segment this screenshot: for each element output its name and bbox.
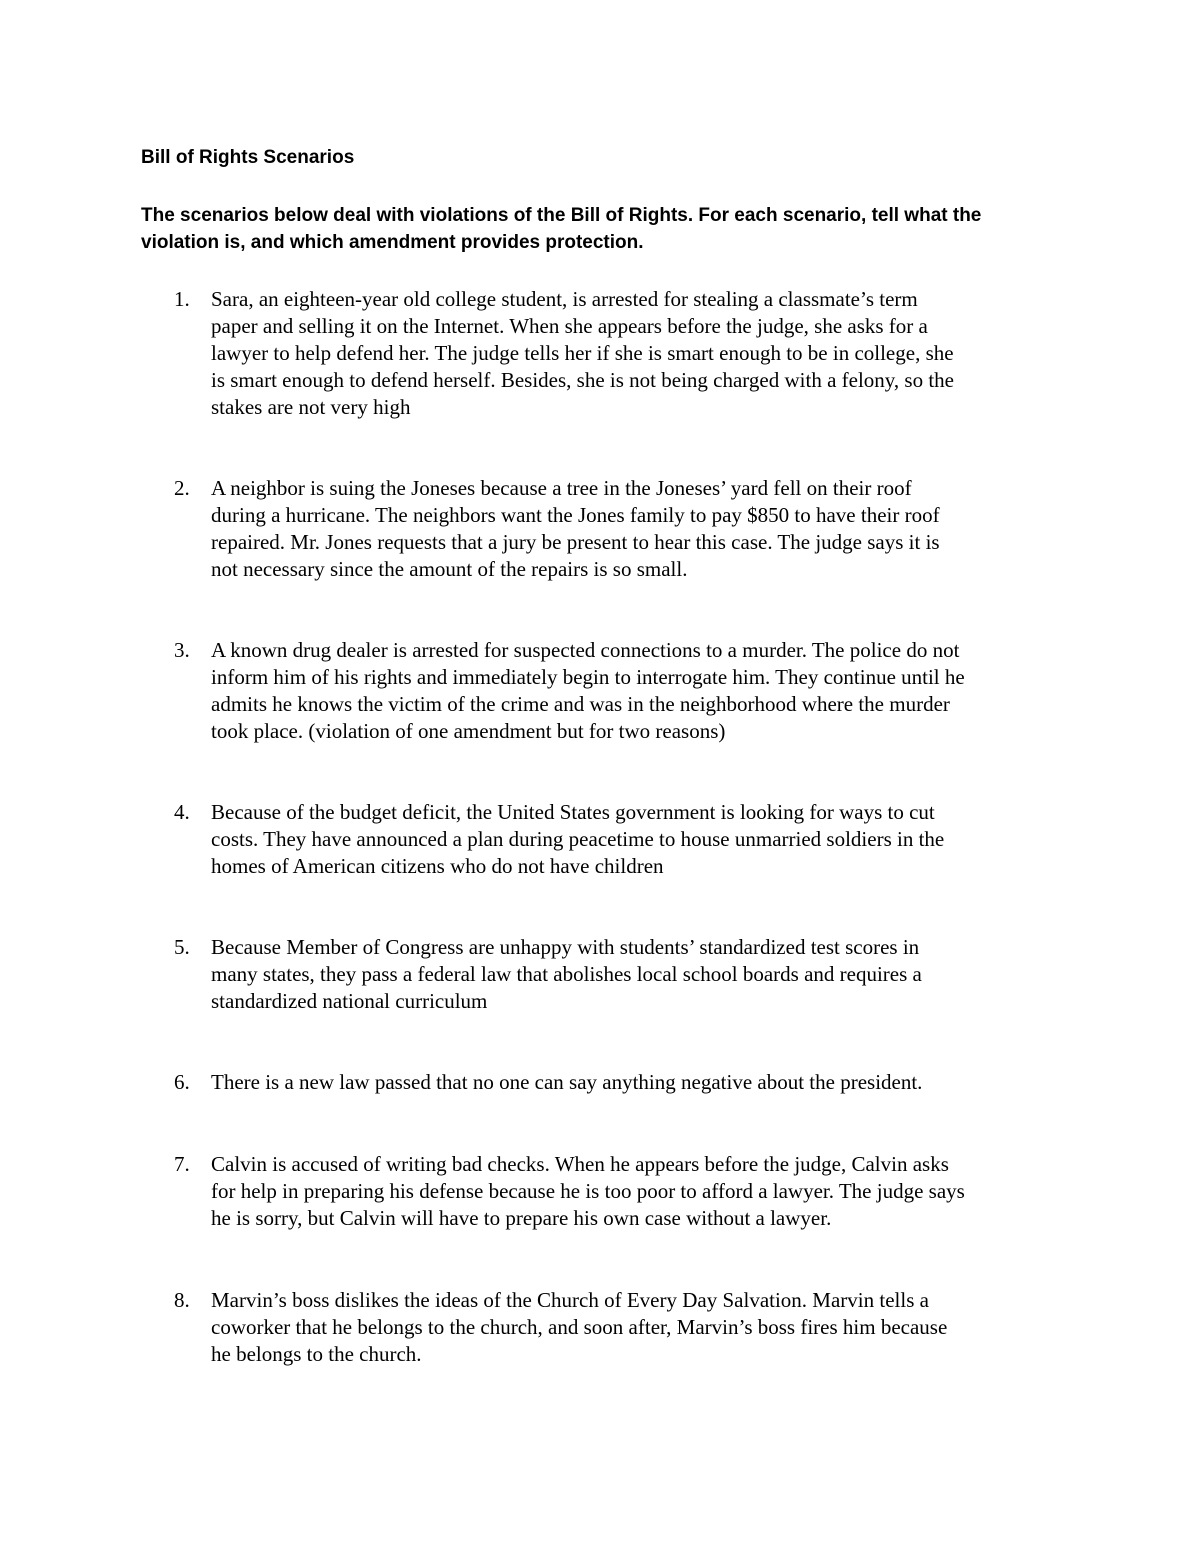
scenario-text	[211, 934, 1071, 1015]
scenario-text	[211, 1069, 1071, 1096]
scenario-number: 2.	[174, 476, 190, 500]
scenario-line: many states, they pass a federal law that abolishes local school boards and requires a	[211, 962, 922, 986]
scenario-text	[211, 475, 1071, 583]
scenario-line: paper and selling it on the Internet. When she appears before the judge, she asks for a	[211, 314, 928, 338]
scenario-line: homes of American citizens who do not have children	[211, 854, 664, 878]
scenario-line: lawyer to help defend her. The judge tells her if she is smart enough to be in college, she	[211, 341, 954, 365]
scenario-line: is smart enough to defend herself. Besides, she is not being charged with a felony, so the	[211, 368, 954, 392]
instructions-line: violation is, and which amendment provides protection.	[141, 232, 644, 253]
scenario-line: took place. (violation of one amendment but for two reasons)	[211, 719, 726, 743]
scenario-number: 1.	[174, 287, 190, 311]
scenario-text	[211, 637, 1071, 745]
scenario-line: for help in preparing his defense because he is too poor to afford a lawyer. The judge says	[211, 1179, 965, 1203]
scenario-line: standardized national curriculum	[211, 989, 488, 1013]
scenario-line: A neighbor is suing the Joneses because a tree in the Joneses’ yard fell on their roof	[211, 476, 912, 500]
scenario-line: Because Member of Congress are unhappy with students’ standardized test scores in	[211, 935, 920, 959]
scenario-line: admits he knows the victim of the crime and was in the neighborhood where the murder	[211, 692, 950, 716]
scenario-number: 7.	[174, 1152, 190, 1176]
scenario-text	[211, 1151, 1071, 1232]
scenario-line: stakes are not very high	[211, 395, 411, 419]
scenario-number: 4.	[174, 800, 190, 824]
scenario-line: Calvin is accused of writing bad checks. When he appears before the judge, Calvin asks	[211, 1152, 949, 1176]
scenario-line: repaired. Mr. Jones requests that a jury be present to hear this case. The judge says it is	[211, 530, 940, 554]
scenario-line: coworker that he belongs to the church, and soon after, Marvin’s boss fires him because	[211, 1315, 948, 1339]
scenario-number: 8.	[174, 1288, 190, 1312]
scenario-line: Because of the budget deficit, the United States government is looking for ways to cut	[211, 800, 935, 824]
scenario-line: not necessary since the amount of the repairs is so small.	[211, 557, 688, 581]
instructions	[141, 202, 1061, 256]
scenario-line: Marvin’s boss dislikes the ideas of the Church of Every Day Salvation. Marvin tells a	[211, 1288, 929, 1312]
scenario-text	[211, 1287, 1071, 1368]
scenario-number: 5.	[174, 935, 190, 959]
instructions-line: The scenarios below deal with violations of the Bill of Rights. For each scenario, tell what the	[141, 205, 982, 226]
scenario-line: There is a new law passed that no one can say anything negative about the president.	[211, 1070, 923, 1094]
scenario-number: 6.	[174, 1070, 190, 1094]
scenario-line: costs. They have announced a plan during peacetime to house unmarried soldiers in the	[211, 827, 945, 851]
scenario-line: he is sorry, but Calvin will have to prepare his own case without a lawyer.	[211, 1206, 832, 1230]
scenario-line: A known drug dealer is arrested for suspected connections to a murder. The police do not	[211, 638, 960, 662]
scenario-text	[211, 799, 1071, 880]
document-title: Bill of Rights Scenarios	[141, 147, 355, 168]
scenario-number: 3.	[174, 638, 190, 662]
scenario-line: he belongs to the church.	[211, 1342, 422, 1366]
scenario-line: inform him of his rights and immediately begin to interrogate him. They continue until he	[211, 665, 965, 689]
scenario-text	[211, 286, 1071, 421]
scenario-line: during a hurricane. The neighbors want the Jones family to pay $850 to have their roof	[211, 503, 940, 527]
scenario-line: Sara, an eighteen-year old college student, is arrested for stealing a classmate’s term	[211, 287, 918, 311]
